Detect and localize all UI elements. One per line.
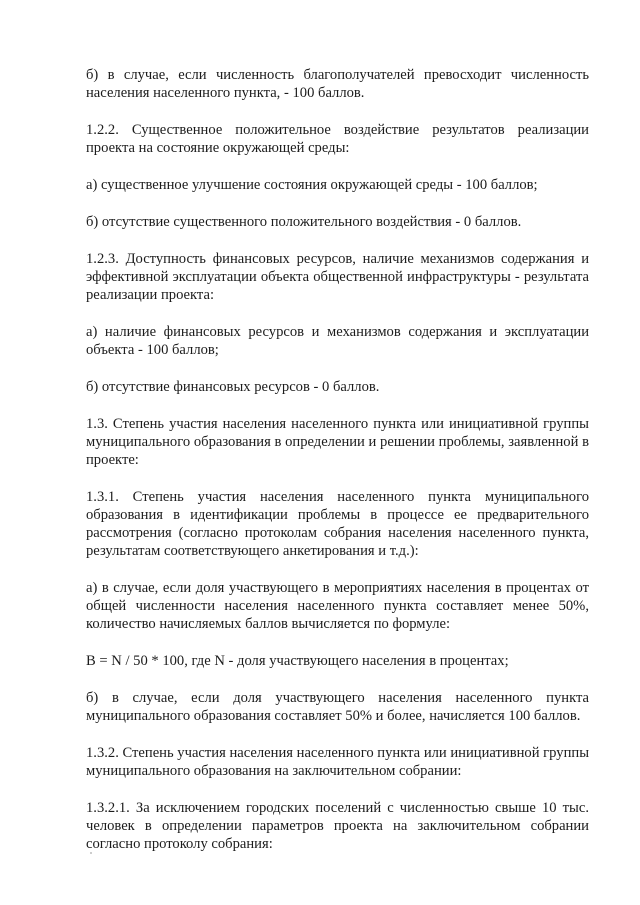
paragraph-1-3-heading: 1.3. Степень участия населения населенного пункта или инициативной группы муниципального образования в определении и решении проблемы, заявленной в проекте: [86,416,589,468]
paragraph-1-2-2-heading: 1.2.2. Существенное положительное воздействие результатов реализации проекта на состояние окружающей среды: [86,122,589,156]
scan-speck [90,852,92,854]
document-body [86,66,589,872]
paragraph-beneficiaries-exceed: б) в случае, если численность благополучателей превосходит численность населения населенного пункта, - 100 баллов. [86,67,589,101]
paragraph-1-3-2-heading: 1.3.2. Степень участия населения населенного пункта или инициативной группы муниципального образования на заключительном собрании: [86,745,589,779]
paragraph-formula: B = N / 50 * 100, где N - доля участвующего населения в процентах; [86,653,509,669]
paragraph-financial-resources-present: а) наличие финансовых ресурсов и механизмов содержания и эксплуатации объекта - 100 баллов; [86,324,589,358]
paragraph-share-below-50: а) в случае, если доля участвующего в мероприятиях населения в процентах от общей численности населения населенного пункта составляет менее 50%, количество начисляемых баллов вычисляется по формуле: [86,580,589,632]
paragraph-share-50-or-more: б) в случае, если доля участвующего населения населенного пункта муниципального образования составляет 50% и более, начисляется 100 баллов. [86,690,589,724]
paragraph-financial-resources-absent: б) отсутствие финансовых ресурсов - 0 баллов. [86,379,380,395]
paragraph-environment-improvement: а) существенное улучшение состояния окружающей среды - 100 баллов; [86,177,538,193]
paragraph-1-3-2-1-heading: 1.3.2.1. За исключением городских поселений с численностью свыше 10 тыс. человек в определении параметров проекта на заключительном собрании согласно протоколу собрания: [86,800,589,852]
paragraph-1-2-3-heading: 1.2.3. Доступность финансовых ресурсов, наличие механизмов содержания и эффективной эксплуатации объекта общественной инфраструктуры - результата реализации проекта: [86,251,589,303]
paragraph-no-environment-impact: б) отсутствие существенного положительного воздействия - 0 баллов. [86,214,522,230]
paragraph-1-3-1-heading: 1.3.1. Степень участия населения населенного пункта муниципального образования в идентификации проблемы в процессе ее предварительного рассмотрения (согласно протоколам собрания населения населенного пункта, результатам соответствующего анкетирования и т.д.): [86,489,589,559]
